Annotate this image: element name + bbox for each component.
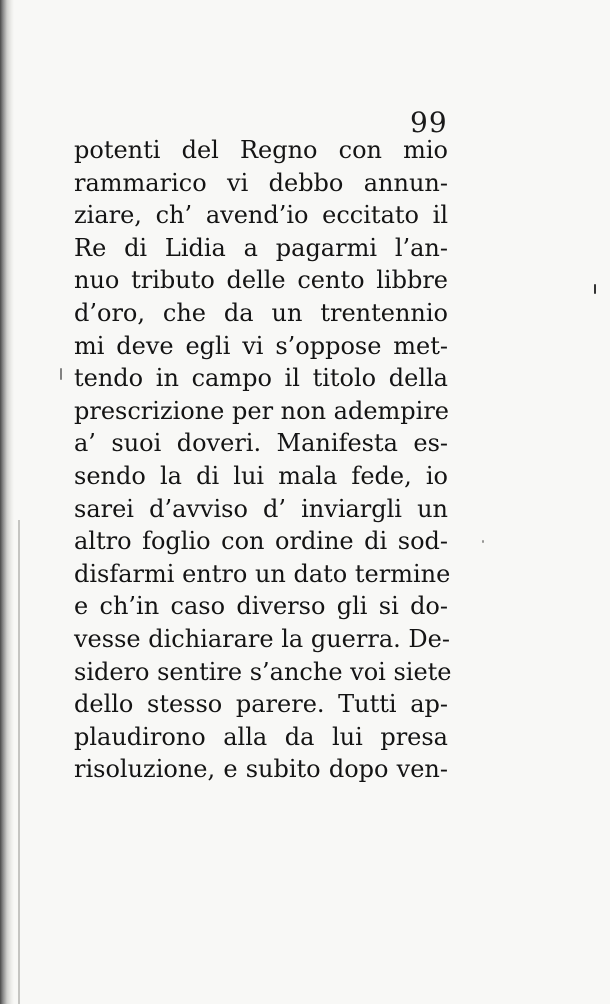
ink-speck <box>60 368 62 380</box>
ink-speck <box>594 284 596 294</box>
text-line: nuo tributo delle cento libbre <box>74 266 448 295</box>
text-line: a’ suoi doveri. Manifesta es- <box>74 429 448 458</box>
text-line: mi deve egli vi s’oppose met- <box>74 331 448 360</box>
text-line: sendo la di lui mala fede, io <box>74 461 448 490</box>
text-line: plaudirono alla da lui presa <box>74 722 448 751</box>
text-line: ziare, ch’ avend’io eccitato il <box>74 201 448 230</box>
text-line: disfarmi entro un dato termine <box>74 559 451 588</box>
text-line: altro foglio con ordine di sod- <box>74 527 448 556</box>
text-line: sidero sentire s’anche voi siete <box>74 657 452 686</box>
page-left-edge-shadow <box>0 0 14 1004</box>
text-line: e ch’in caso diverso gli si do- <box>74 592 448 621</box>
text-line: d’oro, che da un trentennio <box>74 298 448 327</box>
text-line: vesse dichiarare la guerra. De- <box>74 624 450 653</box>
text-line: tendo in campo il titolo della <box>74 364 448 393</box>
text-line: sarei d’avviso d’ inviargli un <box>74 494 448 523</box>
text-line: dello stesso parere. Tutti ap- <box>74 690 448 719</box>
text-line: Re di Lidia a pagarmi l’an- <box>74 233 448 262</box>
text-line: prescrizione per non adempire <box>74 396 450 425</box>
text-line: potenti del Regno con mio <box>74 136 448 164</box>
ink-speck <box>482 540 484 543</box>
page-number: 99 <box>410 106 448 139</box>
body-text <box>74 134 452 786</box>
page-binding-line <box>18 520 20 1004</box>
text-line: rammarico vi debbo annun- <box>74 168 448 197</box>
text-line: risoluzione, e subito dopo ven- <box>74 755 448 784</box>
